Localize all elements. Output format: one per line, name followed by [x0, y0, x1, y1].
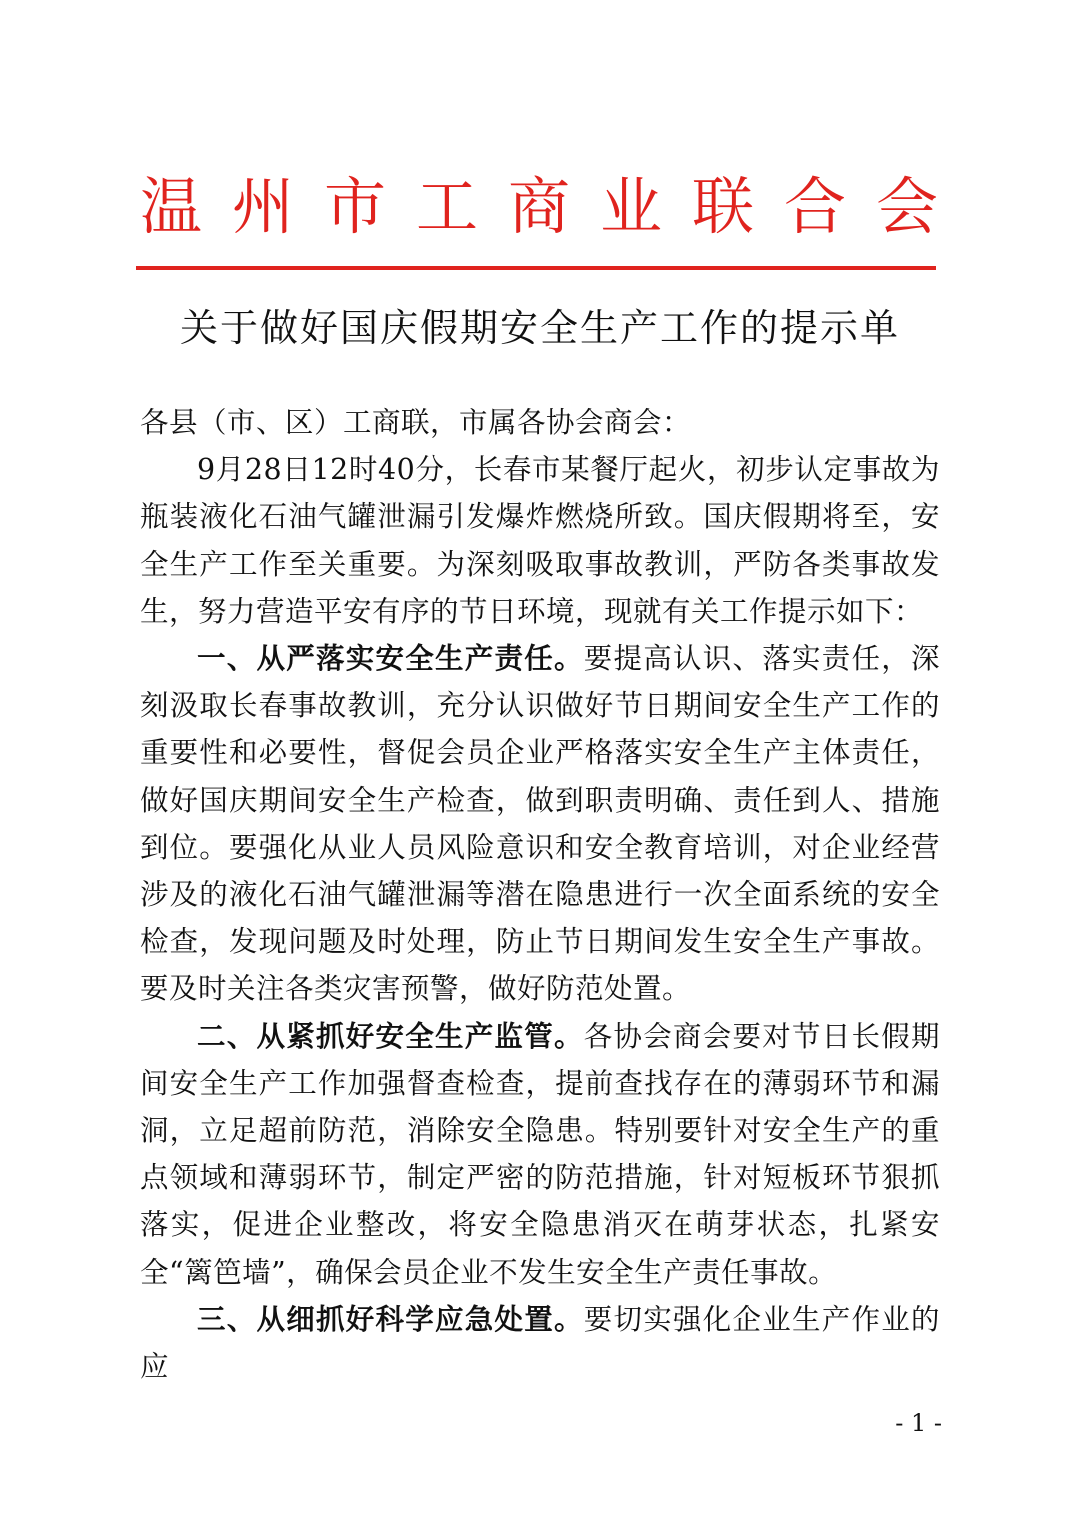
- intro-paragraph: 9月28日12时40分，长春市某餐厅起火，初步认定事故为瓶装液化石油气罐泄漏引发爆炸燃烧所致。国庆假期将至，安全生产工作至关重要。为深刻吸取事故教训，严防各类事故发生，努力营造平安有序的节日环境，现就有关工作提示如下：: [140, 453, 940, 628]
- section-text-1: 要提高认识、落实责任，深刻汲取长春事故教训，充分认识做好节日期间安全生产工作的重要性和必要性，督促会员企业严格落实安全生产主体责任，做好国庆期间安全生产检查，做到职责明确、责任到人、措施到位。要强化从业人员风险意识和安全教育培训，对企业经营涉及的液化石油气罐泄漏等潜在隐患进行一次全面系统的安全检查，发现问题及时处理，防止节日期间发生安全生产事故。要及时关注各类灾害预警，做好防范处置。: [140, 642, 940, 1006]
- section-paragraph-3: [140, 1296, 940, 1390]
- organization-letterhead: 温州市工商业联合会: [140, 170, 969, 243]
- document-body: [140, 399, 940, 1390]
- section-heading-2: 二、从紧抓好安全生产监管。: [197, 1019, 584, 1053]
- section-heading-1: 一、从严落实安全生产责任。: [197, 642, 584, 676]
- section-paragraph-2: [140, 1013, 940, 1296]
- section-heading-3: 三、从细抓好科学应急处置。: [197, 1302, 584, 1336]
- page-number: - 1 -: [895, 1409, 942, 1437]
- document-title: 关于做好国庆假期安全生产工作的提示单: [179, 306, 900, 350]
- salutation: 各县（市、区）工商联，市属各协会商会：: [140, 406, 692, 439]
- section-text-3: 要切实强化企业生产作业的应: [140, 1302, 940, 1384]
- letterhead-divider: [136, 266, 936, 270]
- section-paragraph-1: [140, 635, 940, 1013]
- section-text-2: 各协会商会要对节日长假期间安全生产工作加强督查检查，提前查找存在的薄弱环节和漏洞，立足超前防范，消除安全隐患。特别要针对安全生产的重点领域和薄弱环节，制定严密的防范措施，针对短板环节狠抓落实，促进企业整改，将安全隐患消灭在萌芽状态，扎紧安全“篱笆墙”，确保会员企业不发生安全生产责任事故。: [140, 1019, 940, 1289]
